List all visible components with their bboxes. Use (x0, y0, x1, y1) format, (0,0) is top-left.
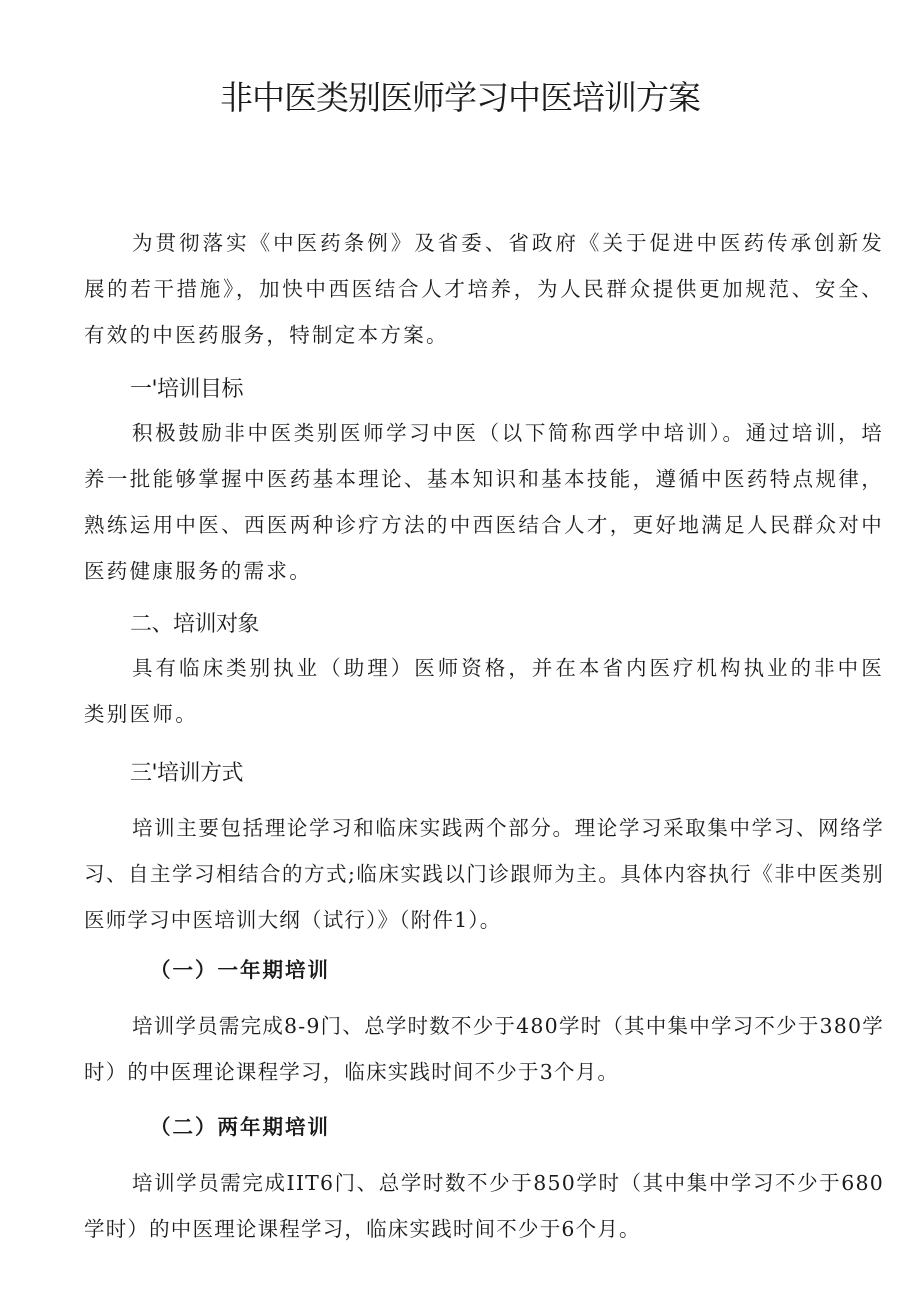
document-title: 非中医类别医师学习中医培训方案 (220, 78, 700, 117)
section-body-goals: 积极鼓励非中医类别医师学习中医（以下简称西学中培训）。通过培训，培养一批能够掌握中医药基本理论、基本知识和基本技能，遵循中医药特点规律，熟练运用中医、西医两种诊疗方法的中西医结合人才，更好地满足人民群众对中医药健康服务的需求。 (84, 421, 884, 583)
section-heading-goals: 一'培训目标 (130, 377, 244, 402)
intro-paragraph: 为贯彻落实《中医药条例》及省委、省政府《关于促进中医药传承创新发展的若干措施》，加快中西医结合人才培养，为人民群众提供更加规范、安全、有效的中医药服务，特制定本方案。 (84, 231, 884, 347)
section-body-method: 培训主要包括理论学习和临床实践两个部分。理论学习采取集中学习、网络学习、自主学习相结合的方式;临床实践以门诊跟师为主。具体内容执行《非中医类别医师学习中医培训大纲（试行）》（附件1）。 (84, 816, 884, 932)
section-heading-audience: 二、培训对象 (130, 612, 260, 637)
subsection-heading-two-year: （二）两年期培训 (150, 1115, 330, 1139)
subsection-body-two-year: 培训学员需完成IIT6门、总学时数不少于850学时（其中集中学习不少于680学时）的中医理论课程学习，临床实践时间不少于6个月。 (84, 1171, 884, 1241)
subsection-heading-one-year: （一）一年期培训 (150, 958, 330, 982)
section-heading-method: 三'培训方式 (130, 761, 244, 786)
subsection-body-one-year: 培训学员需完成8-9门、总学时数不少于480学时（其中集中学习不少于380学时）的中医理论课程学习，临床实践时间不少于3个月。 (84, 1014, 884, 1084)
section-body-audience: 具有临床类别执业（助理）医师资格，并在本省内医疗机构执业的非中医类别医师。 (84, 656, 884, 726)
